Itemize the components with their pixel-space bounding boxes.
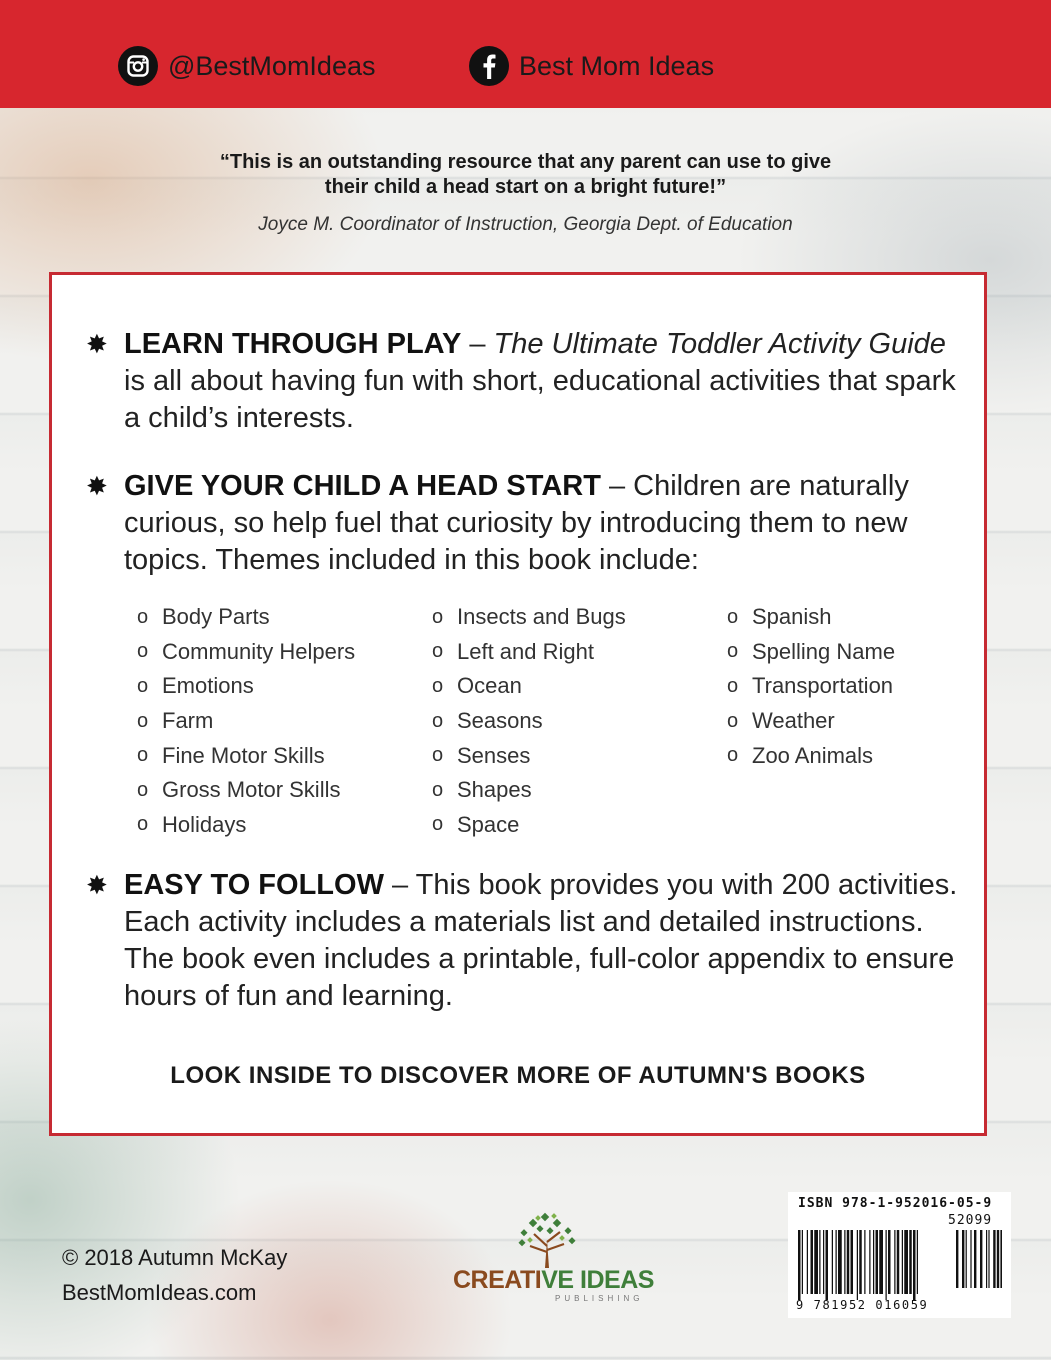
theme-list-col1: [137, 600, 427, 842]
barcode-addon: 52099: [948, 1213, 993, 1228]
website-link[interactable]: BestMomIdeas.com: [62, 1280, 257, 1305]
star-burst-icon: ✸: [86, 870, 108, 900]
theme-marker: o: [432, 709, 444, 732]
instagram-icon: [118, 46, 158, 86]
bullet-dash: –: [383, 869, 416, 901]
theme-item: [432, 669, 722, 704]
theme-item: [137, 738, 427, 773]
theme-label: Farm: [162, 708, 214, 734]
theme-item: [432, 704, 722, 739]
testimonial-attribution: Joyce M. Coordinator of Instruction, Georgia Dept. of Education: [258, 214, 793, 235]
theme-marker: o: [137, 640, 149, 663]
barcode-icon: [798, 1230, 1002, 1300]
theme-marker: o: [727, 640, 739, 663]
theme-item: [137, 635, 427, 670]
testimonial-line: their child a head start on a bright future!”: [324, 176, 727, 198]
theme-marker: o: [727, 744, 739, 767]
theme-item: [137, 669, 427, 704]
footer-credits: [62, 1240, 287, 1310]
theme-marker: o: [137, 674, 149, 697]
wordmark-part: VE IDEAS: [541, 1266, 654, 1294]
theme-item: [432, 635, 722, 670]
theme-label: Senses: [457, 742, 531, 768]
theme-marker: o: [137, 778, 149, 801]
publisher-wordmark: [453, 1266, 654, 1295]
theme-marker: o: [432, 640, 444, 663]
facebook-link[interactable]: [469, 44, 714, 88]
theme-item: [137, 773, 427, 808]
testimonial: [100, 150, 951, 236]
bullet-dash: –: [600, 470, 634, 502]
isbn-number: ISBN 978-1-952016-05-9: [798, 1196, 993, 1211]
theme-item: [727, 704, 1017, 739]
theme-marker: o: [432, 813, 444, 836]
theme-item: [727, 635, 1017, 670]
theme-label: Weather: [752, 708, 835, 734]
description-panel: [49, 272, 987, 1136]
bullet-heading: EASY TO FOLLOW: [124, 869, 384, 901]
bullet-dash: –: [461, 328, 494, 360]
theme-marker: o: [432, 778, 444, 801]
theme-marker: o: [727, 709, 739, 732]
theme-item: [432, 808, 722, 843]
theme-label: Body Parts: [162, 604, 270, 630]
theme-item: [727, 738, 1017, 773]
theme-marker: o: [137, 605, 149, 628]
book-title: The Ultimate Toddler Activity Guide: [493, 328, 946, 360]
theme-item: [432, 600, 722, 635]
testimonial-text: [100, 150, 951, 200]
copyright-notice: © 2018 Autumn McKay: [62, 1245, 288, 1270]
isbn-barcode: [788, 1192, 1011, 1318]
theme-marker: o: [432, 744, 444, 767]
look-inside-callout: LOOK INSIDE TO DISCOVER MORE OF AUTUMN'S BOOKS: [170, 1062, 866, 1089]
instagram-link[interactable]: [118, 44, 375, 88]
theme-label: Ocean: [457, 673, 522, 699]
theme-item: [137, 704, 427, 739]
star-burst-icon: ✸: [86, 329, 108, 359]
star-burst-icon: ✸: [86, 471, 108, 501]
facebook-icon: [469, 46, 509, 86]
theme-marker: o: [432, 674, 444, 697]
pencil-i-icon: I: [534, 1266, 542, 1294]
theme-item: [727, 600, 1017, 635]
theme-list-col3: [727, 600, 1017, 773]
theme-marker: o: [137, 744, 149, 767]
testimonial-line: “This is an outstanding resource that any parent can use to give: [219, 151, 832, 173]
theme-item: [432, 773, 722, 808]
theme-label: Left and Right: [457, 638, 594, 664]
publisher-subtitle: PUBLISHING: [555, 1294, 644, 1303]
theme-marker: o: [432, 605, 444, 628]
theme-label: Spanish: [752, 604, 832, 630]
bullet-body: is all about having fun with short, educational activities that spark a child’s interests.: [124, 365, 956, 434]
publisher-logo: [450, 1212, 690, 1312]
wordmark-part: CREAT: [453, 1266, 535, 1294]
theme-label: Fine Motor Skills: [162, 742, 325, 768]
theme-label: Shapes: [457, 777, 532, 803]
theme-item: [432, 738, 722, 773]
theme-label: Community Helpers: [162, 638, 356, 664]
theme-label: Emotions: [162, 673, 254, 699]
theme-label: Holidays: [162, 811, 247, 837]
theme-label: Space: [457, 811, 520, 837]
top-banner: [0, 0, 1051, 108]
theme-marker: o: [727, 674, 739, 697]
theme-label: Transportation: [752, 673, 894, 699]
bullet-body: Children are naturally curious, so help fuel that curiosity by introducing them to new topics. Themes included in this book include:: [124, 470, 909, 576]
theme-marker: o: [727, 605, 739, 628]
tree-icon: [512, 1212, 582, 1268]
bullet-heading: GIVE YOUR CHILD A HEAD START: [124, 470, 601, 502]
theme-label: Spelling Name: [752, 638, 896, 664]
bullet-heading: LEARN THROUGH PLAY: [124, 328, 462, 360]
theme-label: Gross Motor Skills: [162, 777, 341, 803]
theme-label: Insects and Bugs: [457, 604, 626, 630]
theme-label: Seasons: [457, 708, 543, 734]
ean-digits: 9 781952 016059: [796, 1298, 929, 1312]
theme-label: Zoo Animals: [752, 742, 874, 768]
instagram-handle: @BestMomIdeas: [168, 50, 376, 81]
bullet-body: This book provides you with 200 activities. Each activity includes a materials list and detailed instructions. The book even includes a printable, full-color appendix to ensure hours of fun and learning.: [124, 869, 958, 1012]
theme-item: [137, 600, 427, 635]
theme-marker: o: [137, 813, 149, 836]
theme-item: [137, 808, 427, 843]
theme-item: [727, 669, 1017, 704]
facebook-page-name: Best Mom Ideas: [519, 50, 715, 81]
theme-marker: o: [137, 709, 149, 732]
theme-list-col2: [432, 600, 722, 842]
